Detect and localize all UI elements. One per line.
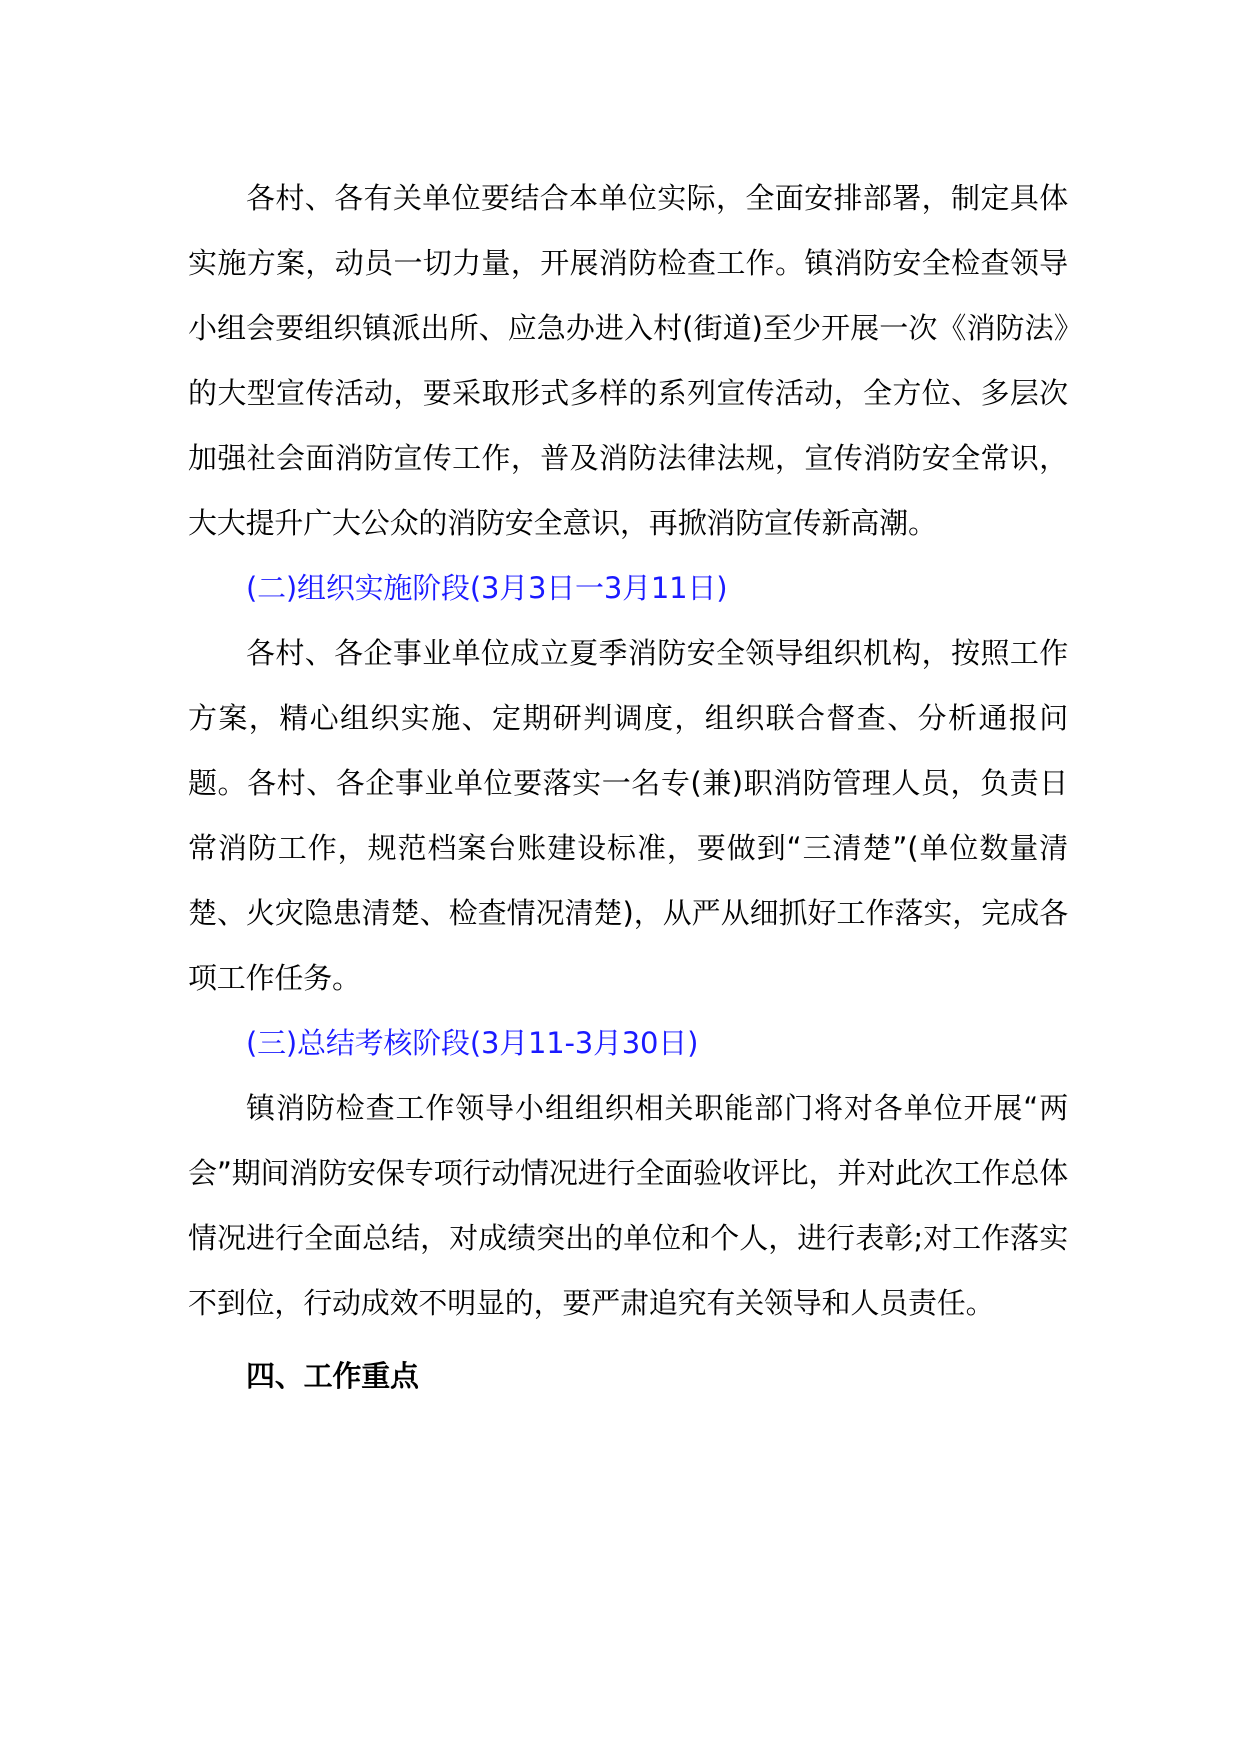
section-title-work-focus: 四、工作重点 bbox=[246, 1359, 419, 1393]
paragraph-implementation: 各村、各企事业单位成立夏季消防安全领导组织机构，按照工作方案，精心组织实施、定期研判调度，组织联合督查、分析通报问题。各村、各企事业单位要落实一名专(兼)职消防管理人员，负责日常消防工作，规范档案台账建设标准，要做到“三清楚”(单位数量清楚、火灾隐患清楚、检查情况清楚)，从严从细抓好工作落实，完成各项工作任务。 bbox=[188, 636, 1068, 995]
paragraph-publicity: 各村、各有关单位要结合本单位实际，全面安排部署，制定具体实施方案，动员一切力量，开展消防检查工作。镇消防安全检查领导小组会要组织镇派出所、应急办进入村(街道)至少开展一次《消防法》的大型宣传活动，要采取形式多样的系列宣传活动，全方位、多层次加强社会面消防宣传工作，普及消防法律法规，宣传消防安全常识，大大提升广大公众的消防安全意识，再掀消防宣传新高潮。 bbox=[188, 181, 1068, 540]
paragraph-summary: 镇消防检查工作领导小组组织相关职能部门将对各单位开展“两会”期间消防安保专项行动情况进行全面验收评比，并对此次工作总体情况进行全面总结，对成绩突出的单位和个人，进行表彰;对工作落实不到位，行动成效不明显的，要严肃追究有关领导和人员责任。 bbox=[188, 1091, 1068, 1320]
document-body bbox=[188, 166, 1068, 1409]
heading-implementation-stage: (二)组织实施阶段(3月3日一3月11日) bbox=[246, 571, 728, 605]
heading-summary-stage: (三)总结考核阶段(3月11-3月30日) bbox=[246, 1026, 699, 1060]
